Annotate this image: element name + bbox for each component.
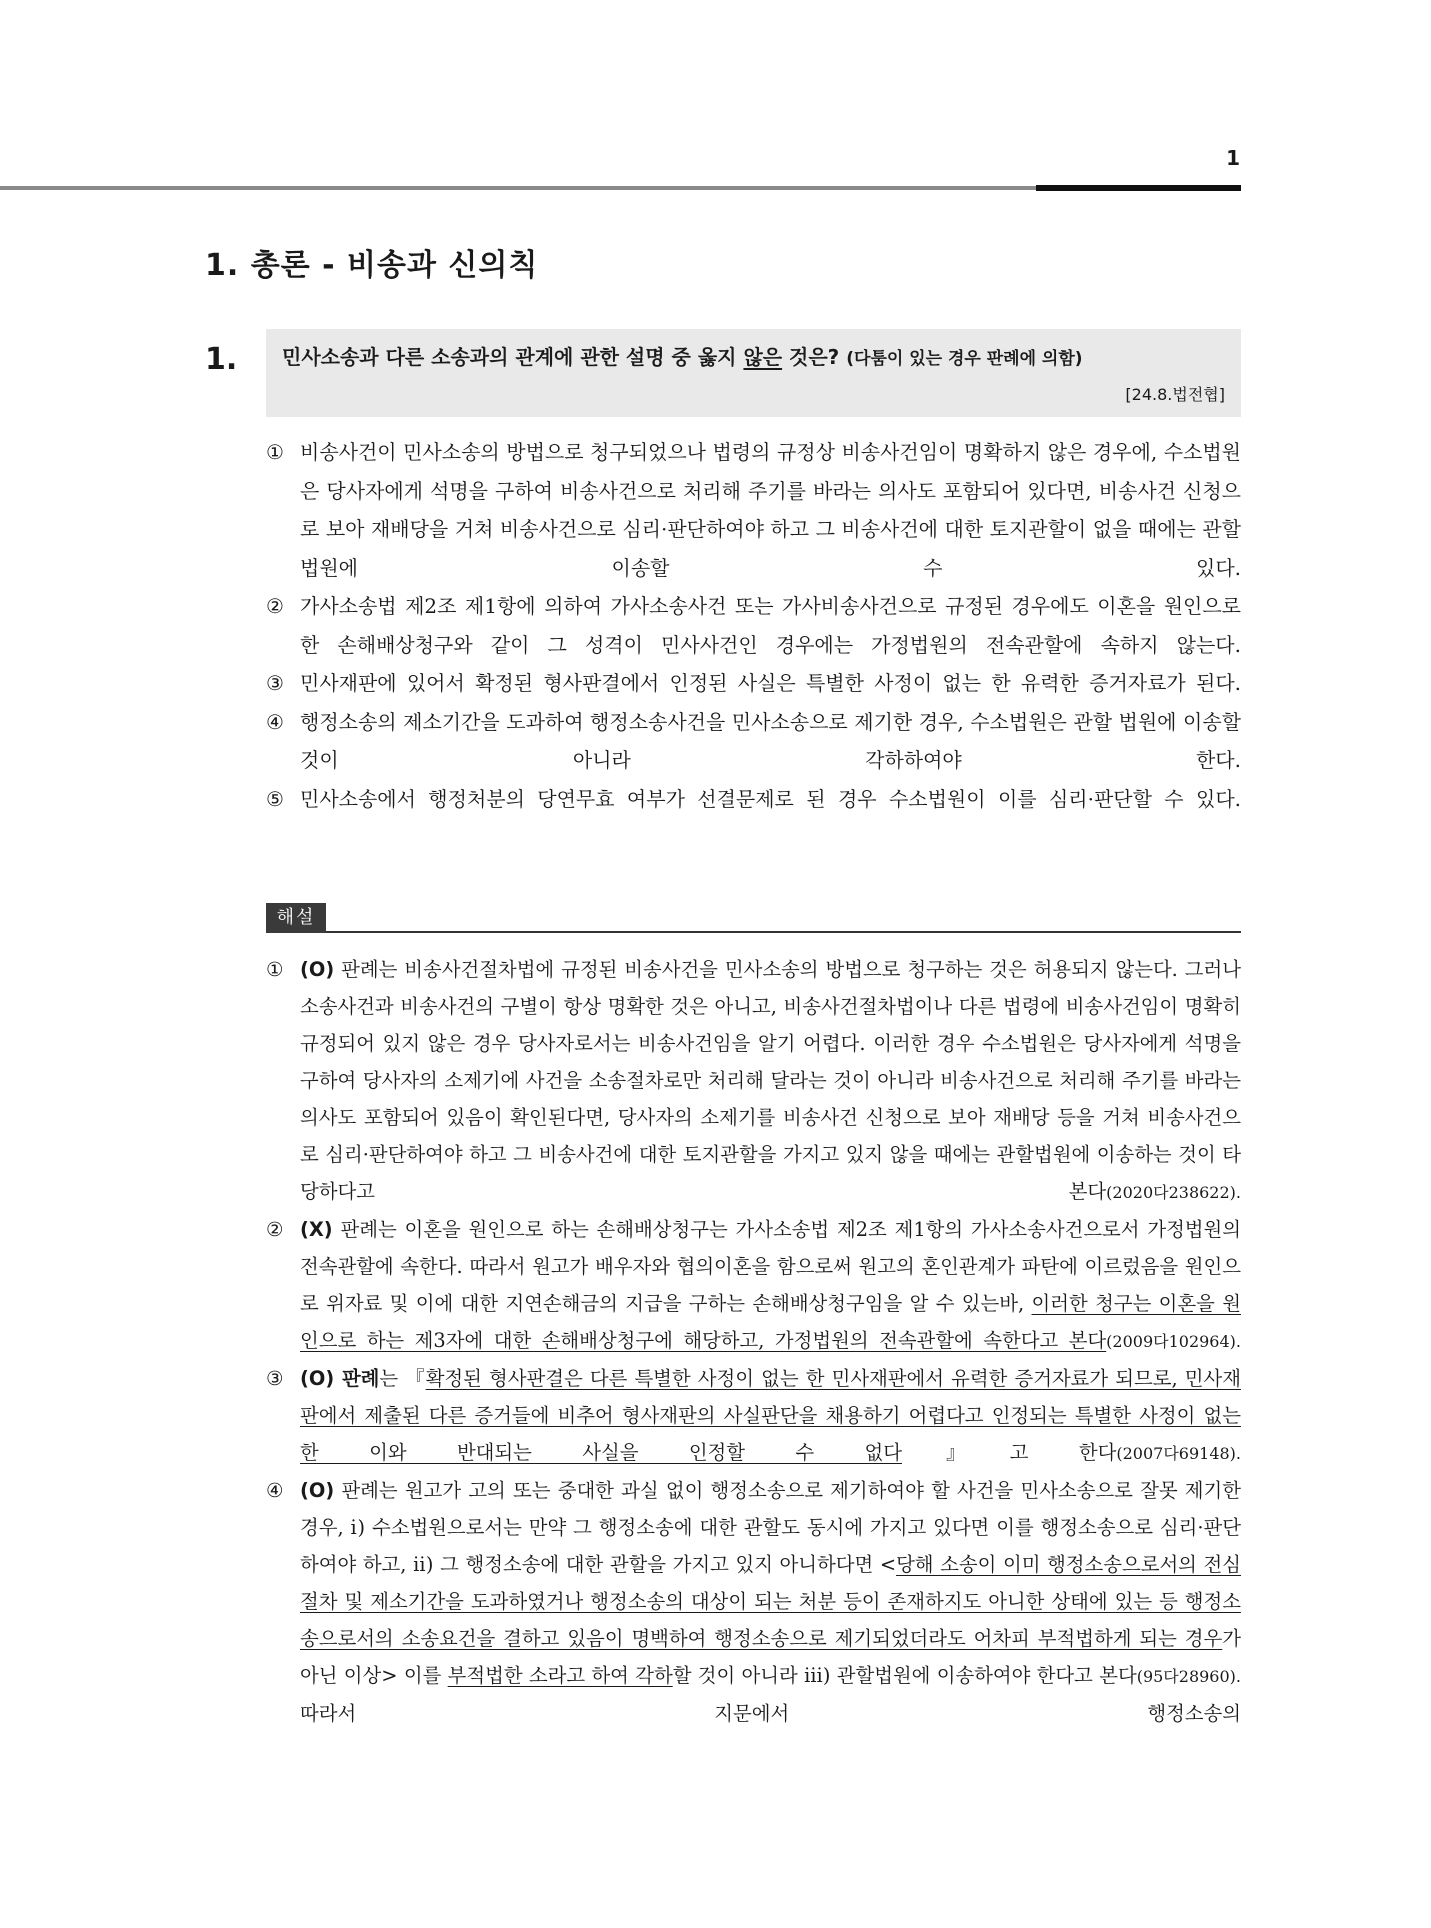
solution-marker: ③ xyxy=(266,1367,284,1390)
page-number: 1 xyxy=(1226,146,1240,170)
solution-verdict: (O) xyxy=(300,958,335,981)
header-rule xyxy=(0,186,1040,190)
solution-item xyxy=(266,1360,1241,1472)
option-marker: ② xyxy=(266,594,284,618)
case-citation: (2009다102964). xyxy=(1106,1332,1241,1351)
solution-marker: ① xyxy=(266,958,284,981)
solution-text: 는 『 xyxy=(379,1367,426,1390)
option-marker: ⑤ xyxy=(266,786,284,811)
solution-verdict: (X) xyxy=(300,1218,333,1241)
solution-marker: ④ xyxy=(266,1479,284,1502)
option-list xyxy=(266,433,1241,818)
solution-text-underlined: 당해 소송이 이미 행정소송으로서의 전심절차 및 제소기간을 도과하였거나 행정소송의 대상이 되는 처분 등이 존재하지도 아니한 상태에 있는 등 행정소송으로서의 소송요건을 결하고 있음이 명백하여 행정소송으로 제기되었더라도 어차피 부적법하게 되는 경우 xyxy=(300,1553,1241,1650)
question-text xyxy=(282,341,1223,370)
solution-text-underlined: 확정된 형사판결은 다른 특별한 사정이 없는 한 민사재판에서 유력한 증거자료가 되므로, 민사재판에서 제출된 다른 증거들에 비추어 형사재판의 사실판단을 채용하기 어렵다고 인정되는 특별한 사정이 없는 한 이와 반대되는 사실을 인정할 수 없다 xyxy=(300,1367,1241,1464)
option-text: 민사소송에서 행정처분의 당연무효 여부가 선결문제로 된 경우 수소법원이 이를 심리·판단할 수 있다. xyxy=(300,786,1241,811)
solution-text-underlined: 이러한 청구는 이혼을 원인으로 하는 제3자에 대한 손해배상청구에 해당하고, 가정법원의 전속관할에 속한다고 본다 xyxy=(300,1292,1241,1352)
case-citation: (2007다69148). xyxy=(1116,1444,1242,1463)
solution-rule xyxy=(326,931,1241,933)
header-rule-accent xyxy=(1036,185,1241,191)
solution-text-mid: 가 아닌 이상> 이를 xyxy=(300,1627,1241,1687)
solution-text-after: 할 것이 아니라 ⅲ) 관할법원에 이송하여야 한다고 본다 xyxy=(672,1664,1137,1687)
solution-item xyxy=(266,1472,1241,1732)
question-box xyxy=(266,329,1241,417)
solution-header xyxy=(266,903,1241,935)
case-citation: (2020다238622). xyxy=(1106,1183,1241,1202)
solution-text: 판례는 원고가 고의 또는 중대한 과실 없이 행정소송으로 제기하여야 할 사건을 민사소송으로 잘못 제기한 경우, ⅰ) 수소법원으로서는 만약 그 행정소송에 대한 관할도 동시에 가지고 있다면 이를 행정소송으로 심리·판단하여야 하고, ⅱ) 그 행정소송에 대한 관할을 가지고 있지 아니하다면 < xyxy=(300,1479,1241,1576)
solution-item xyxy=(266,951,1241,1211)
option-text: 비송사건이 민사소송의 방법으로 청구되었으나 법령의 규정상 비송사건임이 명확하지 않은 경우에, 수소법원은 당사자에게 석명을 구하여 비송사건으로 처리해 주기를 바라는 의사도 포함되어 있다면, 비송사건 신청으로 보아 재배당을 거쳐 비송사건으로 심리·판단하여야 하고 그 비송사건에 대한 토지관할이 없을 때에는 관할법원에 이송할 수 있다. xyxy=(300,440,1241,580)
solution-text: 판례는 이혼을 원인으로 하는 손해배상청구는 가사소송법 제2조 제1항의 가사소송사건으로서 가정법원의 전속관할에 속한다. 따라서 원고가 배우자와 협의이혼을 함으로써 원고의 혼인관계가 파탄에 이르렀음을 원인으로 위자료 및 이에 대한 지연손해금의 지급을 구하는 손해배상청구임을 알 수 있는바, xyxy=(300,1218,1241,1315)
option-item xyxy=(266,587,1241,664)
option-item xyxy=(266,664,1241,703)
question-text-emphasis: 않은 xyxy=(743,345,783,369)
case-citation: (95다28960). xyxy=(1136,1667,1241,1686)
question-number: 1. xyxy=(205,342,238,377)
option-text: 행정소송의 제소기간을 도과하여 행정소송사건을 민사소송으로 제기한 경우, 수소법원은 관할 법원에 이송할 것이 아니라 각하하여야 한다. xyxy=(300,709,1241,772)
option-marker: ① xyxy=(266,440,284,464)
solution-text-after: 』고 한다 xyxy=(901,1441,1117,1464)
solution-item xyxy=(266,1211,1241,1360)
solution-bold-term: 판례 xyxy=(334,1367,380,1390)
solution-list xyxy=(266,951,1241,1732)
chapter-title: 1. 총론 - 비송과 신의칙 xyxy=(205,248,539,283)
solution-marker: ② xyxy=(266,1218,284,1241)
solution-text-tail: 따라서 지문에서 행정소송의 xyxy=(300,1702,1241,1725)
solution-verdict: (O) xyxy=(300,1367,335,1390)
option-item xyxy=(266,433,1241,587)
question-source: [24.8.법전협] xyxy=(1125,385,1225,404)
option-text: 가사소송법 제2조 제1항에 의하여 가사소송사건 또는 가사비송사건으로 규정된 경우에도 이혼을 원인으로 한 손해배상청구와 같이 그 성격이 민사사건인 경우에는 가정법원의 전속관할에 속하지 않는다. xyxy=(300,594,1241,657)
solution-label: 해설 xyxy=(266,903,326,933)
solution-text: 판례는 비송사건절차법에 규정된 비송사건을 민사소송의 방법으로 청구하는 것은 허용되지 않는다. 그러나 소송사건과 비송사건의 구별이 항상 명확한 것은 아니고, 비송사건절차법이나 다른 법령에 비송사건임이 명확히 규정되어 있지 않은 경우 당사자로서는 비송사건임을 알기 어렵다. 이러한 경우 수소법원은 당사자에게 석명을 구하여 당사자의 소제기에 사건을 소송절차로만 처리해 달라는 것이 아니라 비송사건으로 처리해 주기를 바라는 의사도 포함되어 있음이 확인된다면, 당사자의 소제기를 비송사건 신청으로 보아 재배당 등을 거쳐 비송사건으로 심리·판단하여야 하고 그 비송사건에 대한 토지관할을 가지고 있지 않을 때에는 관할법원에 이송하는 것이 타당하다고 본다 xyxy=(300,958,1241,1203)
option-item xyxy=(266,703,1241,780)
question-text-b: 것은? xyxy=(782,345,847,369)
question-note: (다툼이 있는 경우 판례에 의함) xyxy=(846,349,1083,369)
solution-text-underlined-2: 부적법한 소라고 하여 각하 xyxy=(447,1664,673,1687)
option-marker: ③ xyxy=(266,671,284,695)
question-text-a: 민사소송과 다른 소송과의 관계에 관한 설명 중 옳지 xyxy=(282,345,744,369)
solution-verdict: (O) xyxy=(300,1479,335,1502)
option-text: 민사재판에 있어서 확정된 형사판결에서 인정된 사실은 특별한 사정이 없는 한 유력한 증거자료가 된다. xyxy=(300,671,1241,695)
option-item xyxy=(266,780,1241,819)
option-marker: ④ xyxy=(266,709,284,734)
